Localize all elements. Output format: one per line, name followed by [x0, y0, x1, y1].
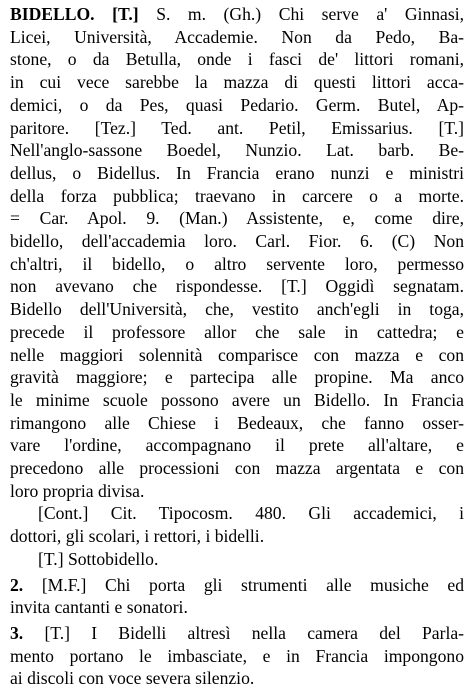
text-line: loro propria divisa.: [10, 480, 145, 501]
text-line: 3. [T.] I Bidelli altresì nella camera del Parla-: [10, 622, 465, 643]
text-line: Bidello dell'Università, che, vestito anch'egli in toga,: [10, 299, 464, 320]
headword: BIDELLO. [T.]: [10, 4, 157, 24]
sense-number: 3.: [10, 622, 45, 643]
text-line: ch'altri, il bidello, o altro servente loro, permesso: [10, 253, 464, 274]
text-line: invita cantanti e sonatori.: [10, 597, 188, 618]
text-line: in cui vece sarebbe la mazza di questi littori acca-: [10, 72, 464, 93]
text-line: dellus, o Bidellus. In Francia erano nunzi e ministri: [10, 162, 464, 183]
text-line: bidello, dell'accademia loro. Carl. Fior. 6. (C) Non: [10, 231, 464, 252]
text-line: non avevano che rispondesse. [T.] Oggidì segnatam.: [10, 276, 464, 297]
entry-bidello: [10, 3, 464, 690]
text-line: precedono alle processioni con mazza argentata e con: [10, 458, 464, 479]
text-line: gravità maggiore; e partecipa alle propine. Ma anco: [10, 367, 464, 388]
text-line: stone, o da Betulla, onde i fasci de' littori romani,: [10, 49, 464, 70]
text-line: della forza pubblica; traevano in carcere o a morte.: [10, 185, 464, 206]
text-line: rimangono alle Chiese i Bedeaux, che fanno osser-: [10, 412, 464, 433]
sense-number: 2.: [10, 574, 42, 595]
text-line: paritore. [Tez.] Ted. ant. Petil, Emissarius. [T.]: [10, 117, 464, 138]
text-line: nelle maggiori solennità comparisce con mazza e con: [10, 344, 464, 365]
text-line: vare l'ordine, accompagnano il prete all'altare, e: [10, 435, 464, 456]
text-line: [T.] Sottobidello.: [38, 548, 159, 569]
text-line: Nell'anglo-sassone Boedel, Nunzio. Lat. barb. Be-: [10, 140, 464, 161]
text-line: dottori, gli scolari, i rettori, i bidelli.: [10, 526, 265, 547]
text-line: 2. [M.F.] Chi porta gli strumenti alle musiche ed: [10, 574, 464, 595]
text-line: Licei, Università, Accademie. Non da Pedo, Ba-: [10, 26, 464, 47]
text-line: precede il professore allor che sale in cattedra; e: [10, 321, 464, 342]
text-line: demici, o da Pes, quasi Pedario. Germ. Butel, Ap-: [10, 94, 464, 115]
text-line: mento portano le imbasciate, e in Francia impongono: [10, 645, 464, 666]
text-line: BIDELLO. [T.] S. m. (Gh.) Chi serve a' Ginnasi,: [10, 4, 464, 24]
text-line: = Car. Apol. 9. (Man.) Assistente, e, come dire,: [10, 208, 464, 229]
text-line: ai discoli con voce severa silenzio.: [10, 668, 255, 689]
text-line: le minime scuole possono avere un Bidello. In Francia: [10, 389, 464, 410]
text-line: [Cont.] Cit. Tipocosm. 480. Gli accademici, i: [38, 503, 464, 524]
